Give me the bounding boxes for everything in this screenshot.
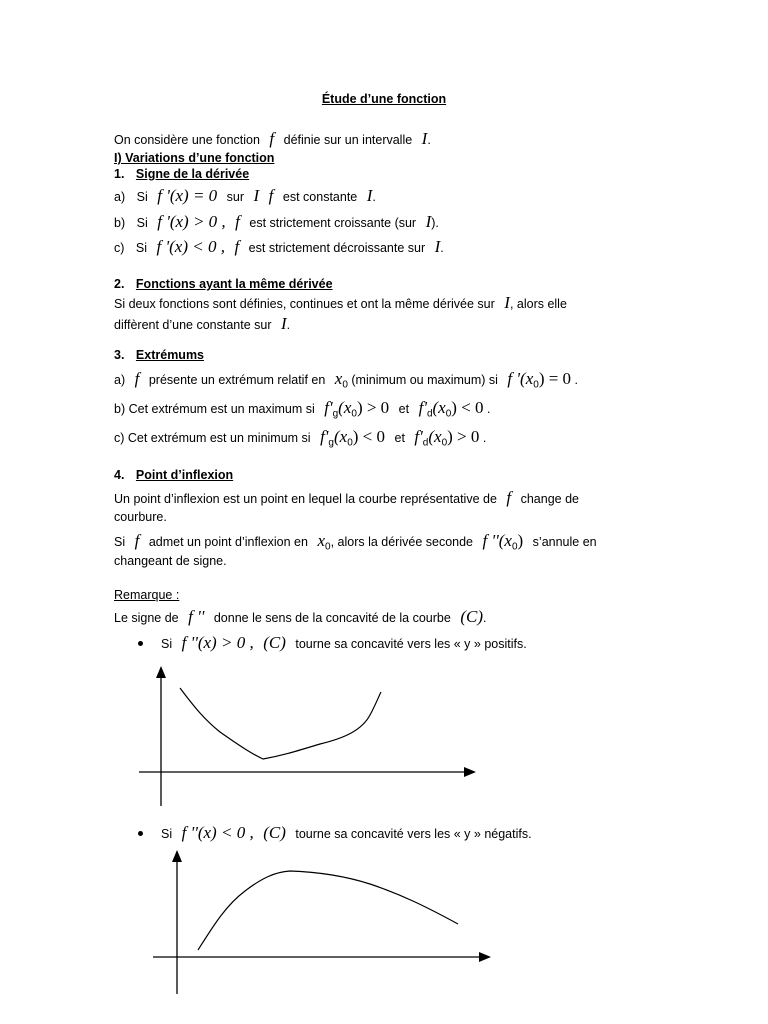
concave-curve-graph — [0, 846, 768, 996]
subsection-3-heading: 3. Extrémums — [114, 348, 205, 362]
remark-line: Le signe de f '' donne le sens de la concavité de la courbe (C). — [114, 607, 487, 626]
same-derivative-line-2: diffèrent d’une constante sur I. — [114, 314, 291, 333]
rule-a: a) Si f '(x) = 0 sur I f est constante I. — [114, 186, 376, 205]
extremum-b: b) Cet extrémum est un maximum si $f'_g(x_0) > 0$ et $f'_d(x_0) < 0$ . — [114, 398, 491, 420]
convex-curve — [180, 688, 381, 759]
bullet-convex: Si f ''(x) > 0 , (C) tourne sa concavité vers les « y » positifs. — [161, 633, 527, 652]
bullet-dot — [138, 831, 143, 836]
inflexion-line-4: changeant de signe. — [114, 554, 227, 568]
concave-curve — [198, 871, 458, 950]
convex-curve-graph — [0, 660, 768, 810]
subsection-4-heading: 4. Point d’inflexion — [114, 468, 234, 482]
section-heading-variations: I) Variations d’une fonction — [114, 151, 275, 165]
remark-label: Remarque : — [114, 588, 180, 602]
bullet-dot — [138, 641, 143, 646]
subsection-1-heading: 1. Signe de la dérivée — [114, 167, 250, 181]
bullet-concave: Si f ''(x) < 0 , (C) tourne sa concavité vers les « y » négatifs. — [161, 823, 532, 842]
rule-c: c) Si f '(x) < 0 , f est strictement décroissante sur I. — [114, 237, 444, 256]
extremum-a: a) f présente un extrémum relatif en $x_0$ (minimum ou maximum) si f '$(x_0) = 0$ . — [114, 369, 579, 391]
subsection-2-heading: 2. Fonctions ayant la même dérivée — [114, 277, 333, 291]
inflexion-line-2: courbure. — [114, 510, 167, 524]
intro-line: On considère une fonction f définie sur un intervalle I. — [114, 129, 431, 148]
same-derivative-line-1: Si deux fonctions sont définies, continues et ont la même dérivée sur I, alors elle — [114, 293, 567, 312]
page-title: Étude d’une fonction — [321, 92, 447, 106]
rule-b: b) Si f '(x) > 0 , f est strictement croissante (sur I). — [114, 212, 439, 231]
extremum-c: c) Cet extrémum est un minimum si $f'_g(x_0) < 0$ et $f'_d(x_0) > 0$ . — [114, 427, 487, 449]
inflexion-line-3: Si f admet un point d’inflexion en $x_0$, alors la dérivée seconde f ''$(x_0)$ s’annule en — [114, 531, 597, 553]
inflexion-line-1: Un point d’inflexion est un point en lequel la courbe représentative de f change de — [114, 488, 579, 507]
